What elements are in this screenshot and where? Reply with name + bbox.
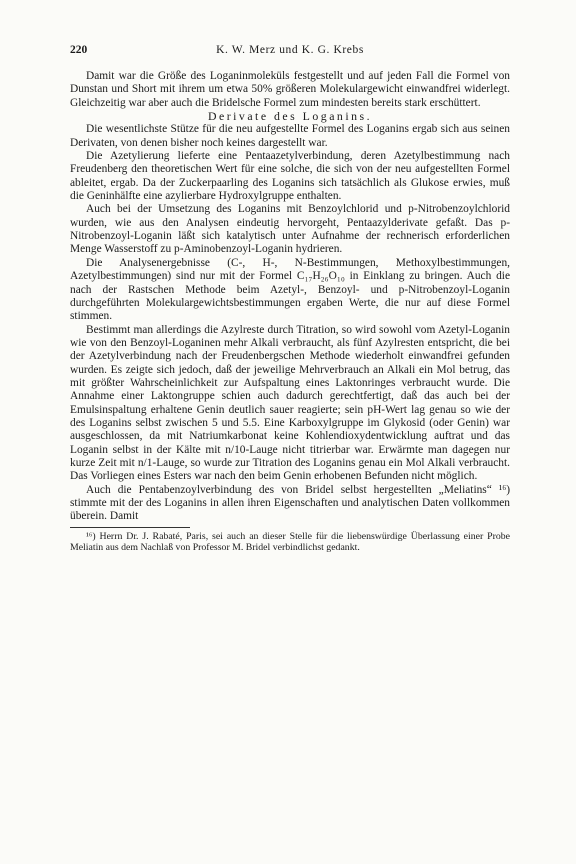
page [70, 44, 510, 554]
body-text [70, 70, 510, 524]
paragraph: Auch bei der Umsetzung des Loganins mit Benzoylchlorid und p-Nitrobenzoylchlorid wurden, wie aus den Analysen eindeutig hervorgeht, Pentaazylderivate gefaßt. Das p-Nitrobenzoyl-Loganin läßt sich katalytisch unter Aufnahme der rechnerisch erforderlichen Menge Wasserstoff zu p-Aminobenzoyl-Loganin hydrieren. [70, 203, 510, 256]
paragraph: Die Analysenergebnisse (C-, H-, N-Bestimmungen, Methoxylbestimmungen, Azetylbestimmungen) sind nur mit der Formel C₁₇H₂₆O₁₀ in Einklang zu bringen. Auch die nach der Rastschen Methode beim Azetyl-, Benzoyl- und p-Nitrobenzoyl-Loganin durchgeführten Molekulargewichtsbestimmungen ergaben Werte, die nur auf diese Formel stimmen. [70, 256, 510, 323]
running-title: K. W. Merz und K. G. Krebs [216, 44, 364, 56]
paragraph: Auch die Pentabenzoylverbindung des von Bridel selbst hergestellten „Meliatins“ ¹⁶) stimmte mit der des Loganins in allen ihren Eigenschaften und analytischen Daten vollkommen überein. Damit [70, 483, 510, 523]
page-header [70, 44, 510, 66]
footnote-text: ¹⁶) Herrn Dr. J. Rabaté, Paris, sei auch an dieser Stelle für die liebenswürdige Überlassung einer Probe Meliatin aus dem Nachlaß von Professor M. Bridel verbindlichst gedankt. [70, 530, 510, 554]
paragraph: Bestimmt man allerdings die Azylreste durch Titration, so wird sowohl vom Azetyl-Loganin wie von den Benzoyl-Loganinen mehr Alkali verbraucht, als fünf Azylresten entspricht, die bei der Azetylverbindung nach der Freudenbergschen Methode wiederholt einwandfrei gefunden wurden. Es zeigte sich jedoch, daß der jeweilige Mehrverbrauch an Alkali ein Mol betrug, das mit größter Wahrscheinlichkeit zur Aufspaltung eines Laktonringes verbraucht wurde. Die Annahme einer Laktongruppe schien auch dadurch gerechtfertigt, daß das auch bei der Emulsinspaltung erhaltene Genin deutlich sauer reagierte; sein pH-Wert lag genau so wie der des Loganins selbst zwischen 5 und 5.5. Eine Karboxylgruppe im Glykosid (oder Genin) war ausgeschlossen, da mit Natriumkarbonat keine Kohlendioxydentwicklung auftrat und das Loganin selbst in der Kälte mit n/10-Lauge nicht titrierbar war. Erwärmte man dagegen nur kurze Zeit mit n/1-Lauge, so wurde zur Titration des Loganins genau ein Mol Alkali verbraucht. Das Vorliegen eines Esters war nach den beim Genin erhobenen Befunden nicht möglich. [70, 323, 510, 483]
paragraph: Die wesentlichste Stütze für die neu aufgestellte Formel des Loganins ergab sich aus seinen Derivaten, von denen bisher noch keines dargestellt war. [70, 123, 510, 149]
paragraph: Die Azetylierung lieferte eine Pentaazetylverbindung, deren Azetylbestimmung nach Freudenberg den theoretischen Wert für eine solche, die sich von der neu aufgestellten Formel ableitet, ergab. Da der Zuckerpaarling des Loganins sich tatsächlich als Glukose erwies, muß die Geninhälfte eine azylierbare Hydroxylgruppe enthalten. [70, 150, 510, 203]
footnote [70, 531, 510, 554]
footnote-divider [70, 527, 190, 528]
paragraph: Damit war die Größe des Loganinmoleküls festgestellt und auf jeden Fall die Formel von Dunstan und Short mit ihrem um etwa 50% größeren Molekulargewicht einwandfrei widerlegt. Gleichzeitig war aber auch die Bridelsche Formel zum mindesten bereits stark erschüttert. [70, 70, 510, 109]
section-heading: Derivate des Loganins. [207, 109, 373, 124]
page-number: 220 [70, 44, 88, 56]
